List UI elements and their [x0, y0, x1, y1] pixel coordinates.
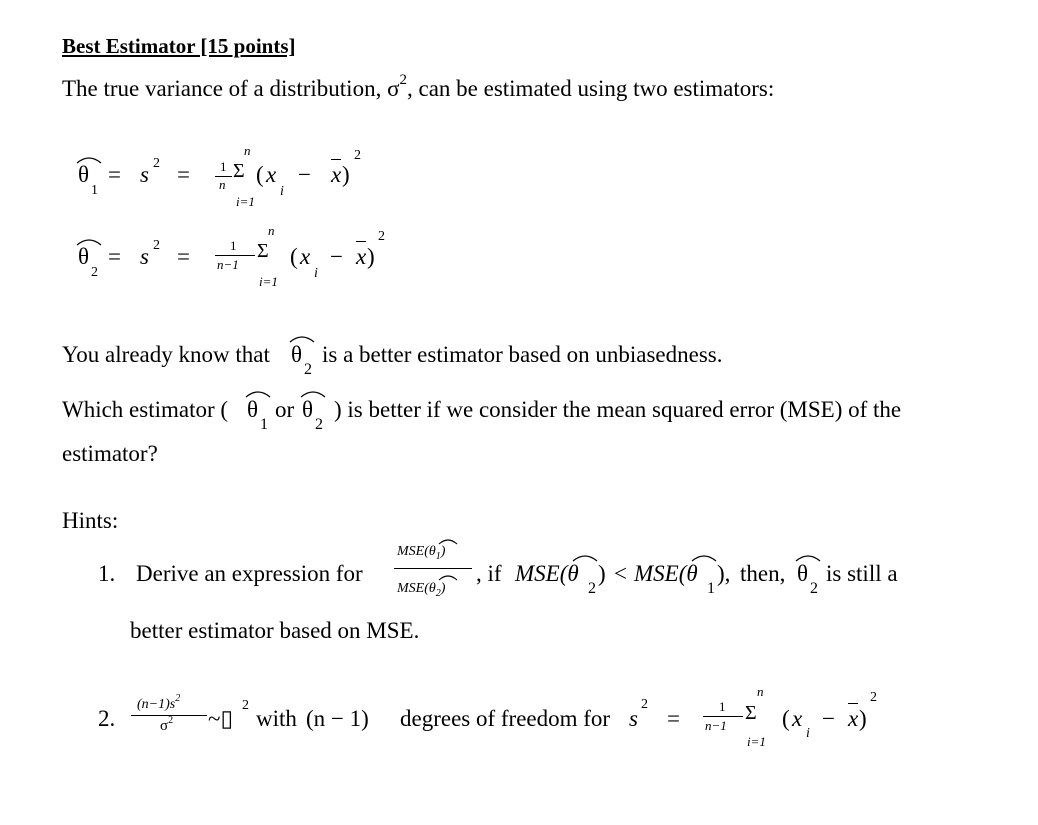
bar-icon — [848, 703, 858, 704]
sigma-icon: Σ — [745, 702, 757, 724]
hint2-den1: n−1 — [705, 718, 727, 733]
hint2-paren: (n − 1) — [306, 706, 369, 731]
eq2-sub: 2 — [91, 265, 98, 280]
hint2-upper: n — [757, 684, 764, 699]
eq2-s: s — [140, 244, 149, 269]
intro-text — [62, 72, 775, 102]
eq2-eq2: = — [177, 244, 190, 269]
already-after: is a better estimator based on unbiasedness. — [322, 342, 723, 367]
question-sub2: 2 — [315, 416, 323, 433]
hint1-frac-den: $MSE(\theta_2)$ — [397, 581, 446, 599]
hint1-theta-sub: 2 — [810, 580, 818, 597]
hint2-dof: degrees of freedom for — [400, 706, 611, 731]
eq1-x: x — [266, 162, 277, 187]
eq1-close: ) — [342, 162, 350, 187]
eq2-eq: = — [108, 244, 121, 269]
hint1-mse-b: MSE(θ — [634, 561, 698, 586]
eq2-close: ) — [367, 244, 375, 269]
bar-icon — [331, 159, 341, 160]
intro-exp: 2 — [399, 72, 407, 88]
eq1-eq2: = — [177, 162, 190, 187]
eq1-xbar: x — [331, 162, 342, 187]
hint2-frac-den: $\sigma^2$ — [160, 715, 174, 734]
question-before: Which estimator ( — [62, 397, 229, 422]
eq1-den: n — [219, 177, 226, 192]
eq1-sub: 1 — [91, 183, 98, 198]
sigma-icon: Σ — [233, 160, 245, 182]
hint2-frac-num: $(n-1)s^2$ — [137, 693, 181, 712]
hint1-frac-num: $MSE(\theta_1)$ — [397, 544, 446, 562]
fraction-line — [394, 568, 472, 569]
already-sub: 2 — [304, 361, 312, 378]
hint1-mse-b-sub: 1 — [707, 580, 715, 597]
eq1-num: 1 — [220, 159, 227, 174]
hint2-sexp: 2 — [641, 697, 648, 712]
eq2-open: ( — [290, 244, 298, 269]
eq1-theta: θ — [78, 162, 90, 187]
fraction-line — [215, 255, 255, 256]
question-line2: estimator? — [62, 441, 158, 466]
hints-label: Hints: — [62, 508, 119, 533]
eq2-xsub: i — [314, 266, 318, 281]
hint1-mse-b-close: ), — [717, 561, 731, 586]
hint1-line2: better estimator based on MSE. — [130, 618, 420, 643]
hint2-eq: = — [667, 706, 680, 731]
fraction-line — [703, 716, 743, 717]
sigma-icon: Σ — [257, 240, 269, 262]
eq2-minus: − — [330, 244, 343, 269]
question-after: ) is better if we consider the mean squared error (MSE) of the — [334, 397, 902, 422]
hint2-close: ) — [859, 706, 867, 731]
eq2-sexp: 2 — [153, 238, 160, 253]
question-theta2: θ — [302, 397, 314, 422]
question-or: or — [275, 397, 295, 422]
intro-after: , can be estimated using two estimators: — [406, 76, 775, 101]
eq2-pow: 2 — [378, 229, 385, 244]
eq1-s: s — [140, 162, 149, 187]
hint2-dist-exp: 2 — [242, 698, 249, 713]
eq1-lower: i=1 — [236, 194, 255, 209]
hint2-s: s — [629, 706, 638, 731]
eq2-num: 1 — [230, 238, 237, 253]
hint1-mse-a: MSE(θ — [515, 561, 579, 586]
eq2-x: x — [300, 244, 311, 269]
hint2-number: 2. — [98, 706, 116, 731]
hint1-theta: θ — [797, 561, 809, 586]
bar-icon — [356, 241, 366, 242]
hint1-tail: is still a — [826, 561, 898, 586]
hint2-pow: 2 — [870, 690, 877, 705]
hint2-open: ( — [782, 706, 790, 731]
already-before: You already know that — [62, 342, 270, 367]
hint1-then: then, — [740, 561, 786, 586]
eq2-upper: n — [268, 223, 275, 238]
hint2-minus: − — [822, 706, 835, 731]
hint1-mse-a-sub: 2 — [588, 580, 596, 597]
hint1-lt: < — [614, 561, 627, 586]
question-theta1: θ — [247, 397, 259, 422]
hint1-number: 1. — [98, 561, 116, 586]
eq1-open: ( — [256, 162, 264, 187]
eq2-theta: θ — [78, 244, 90, 269]
hint1-if: , if — [476, 561, 502, 586]
question-sub1: 1 — [260, 416, 268, 433]
intro-before: The true variance of a distribution, σ — [62, 76, 400, 101]
eq1-upper: n — [244, 143, 251, 158]
eq1-pow: 2 — [354, 148, 361, 163]
eq2-den: n−1 — [217, 257, 239, 272]
eq1-xsub: i — [280, 184, 284, 199]
hint2-dist: ~▯ — [208, 706, 234, 731]
eq2-xbar: x — [356, 244, 367, 269]
hint2-xsub: i — [806, 726, 810, 741]
hint2-with: with — [256, 706, 297, 731]
hat-icon — [438, 573, 458, 581]
eq1-minus: − — [298, 162, 311, 187]
hint2-lower: i=1 — [747, 734, 766, 749]
hint2-num1: 1 — [719, 699, 726, 714]
hint1-text: Derive an expression for — [136, 561, 363, 586]
eq1-sexp: 2 — [153, 156, 160, 171]
hint2-xbar: x — [848, 706, 859, 731]
eq2-lower: i=1 — [259, 274, 278, 289]
eq1-eq: = — [108, 162, 121, 187]
hint2-x: x — [792, 706, 803, 731]
page-title: Best Estimator [15 points] — [62, 34, 296, 58]
already-theta: θ — [291, 342, 303, 367]
hint1-mse-a-close: ) — [598, 561, 606, 586]
